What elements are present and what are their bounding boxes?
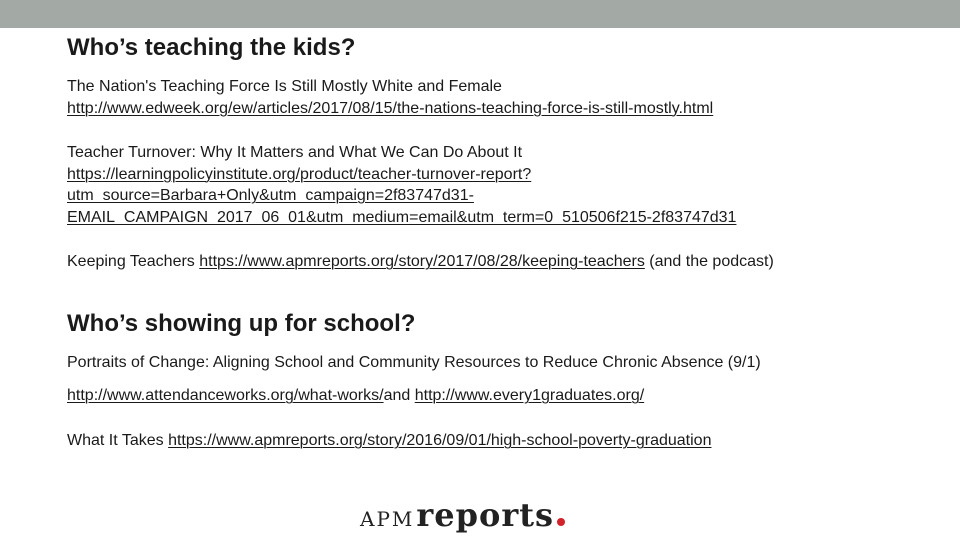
reference-what-it-takes xyxy=(67,430,711,452)
attendanceworks-link[interactable]: http://www.attendanceworks.org/what-works/ xyxy=(67,387,384,404)
reference-prefix: Keeping Teachers xyxy=(67,253,200,270)
every1graduates-link[interactable]: http://www.every1graduates.org/ xyxy=(414,387,645,404)
top-bar xyxy=(0,0,960,28)
section-heading-attendance: Who’s showing up for school? xyxy=(67,310,416,337)
reference-title: The Nation's Teaching Force Is Still Mostly White and Female xyxy=(67,78,502,95)
logo-reports-text: reports xyxy=(416,496,554,534)
reference-title: Teacher Turnover: Why It Matters and What We Can Do About It xyxy=(67,144,523,161)
logo-dot-icon xyxy=(557,518,565,526)
logo-apm-text: APM xyxy=(360,507,415,531)
reference-portraits-of-change: Portraits of Change: Aligning School and Community Resources to Reduce Chronic Absence (9/1) xyxy=(67,354,761,371)
reference-middle: and xyxy=(383,387,415,404)
what-it-takes-link[interactable]: https://www.apmreports.org/story/2016/09/01/high-school-poverty-graduation xyxy=(168,432,712,449)
section-heading-teaching: Who’s teaching the kids? xyxy=(67,34,356,61)
edweek-link[interactable]: http://www.edweek.org/ew/articles/2017/08/15/the-nations-teaching-force-is-still-mostly.html xyxy=(67,99,714,117)
reference-suffix: (and the podcast) xyxy=(644,253,774,270)
reference-prefix: What It Takes xyxy=(67,432,169,449)
reference-keeping-teachers xyxy=(67,251,774,273)
apm-reports-logo xyxy=(360,496,565,532)
reference-attendance-links xyxy=(67,385,644,407)
learning-policy-link[interactable]: https://learningpolicyinstitute.org/product/teacher-turnover-report?utm_source=Barbara+Only&utm_campaign=2f83747d31-EMAIL_CAMPAIGN_2017_06_01&utm_medium=email&utm_term=0_510506f215-2f83747d31 xyxy=(67,165,737,226)
keeping-teachers-link[interactable]: https://www.apmreports.org/story/2017/08/28/keeping-teachers xyxy=(199,253,645,270)
reference-edweek xyxy=(67,76,713,119)
reference-learning-policy xyxy=(67,142,837,228)
